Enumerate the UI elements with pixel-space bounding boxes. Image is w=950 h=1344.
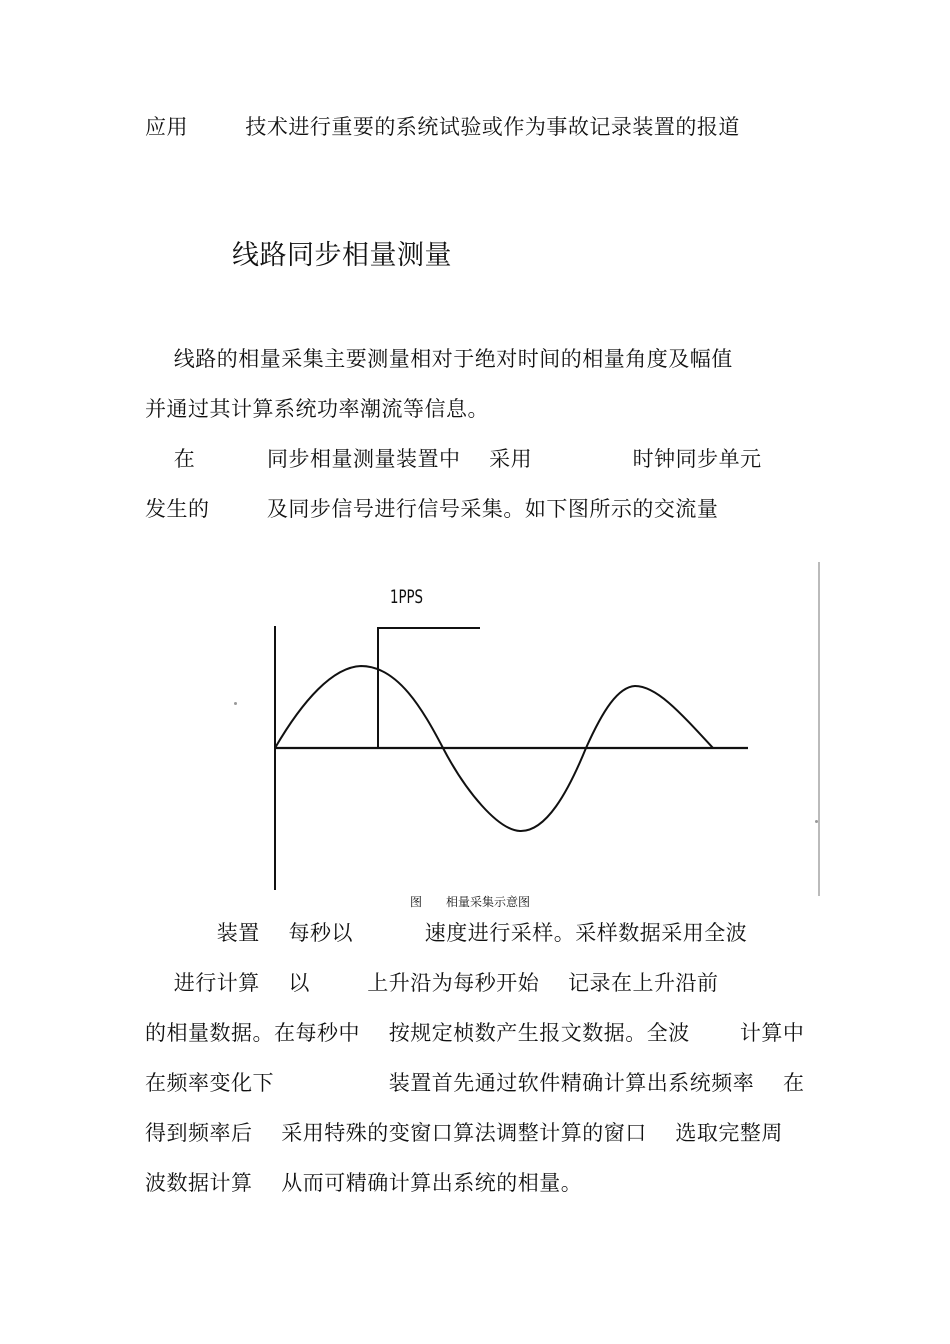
paragraph-3-line-5: 得到频率后 采用特殊的变窗口算法调整计算的窗口 选取完整周 — [145, 1121, 783, 1145]
paragraph-2-line-2: 发生的 及同步信号进行信号采集。如下图所示的交流量 — [145, 497, 719, 521]
caption-text: 相量采集示意图 — [446, 895, 531, 909]
caption-prefix: 图 — [410, 895, 423, 909]
paragraph-1-line-1: 线路的相量采集主要测量相对于绝对时间的相量角度及幅值 — [145, 347, 733, 371]
scan-speck — [815, 820, 818, 823]
paragraph-2-line-1: 在 同步相量测量装置中 采用 时钟同步单元 — [145, 447, 762, 471]
phasor-sampling-figure — [258, 560, 828, 900]
paragraph-3-line-3: 的相量数据。在每秒中 按规定桢数产生报文数据。全波 计算中 — [145, 1021, 805, 1045]
paragraph-3-line-1: 装置 每秒以 速度进行采样。采样数据采用全波 — [145, 921, 748, 945]
paragraph-3-line-2: 进行计算 以 上升沿为每秒开始 记录在上升沿前 — [145, 971, 719, 995]
pps-label: 1PPS — [390, 586, 424, 608]
paragraph-1-line-2: 并通过其计算系统功率潮流等信息。 — [145, 397, 489, 421]
paragraph-3-line-4: 在频率变化下 装置首先通过软件精确计算出系统频率 在 — [145, 1071, 805, 1095]
paragraph-3-line-6: 波数据计算 从而可精确计算出系统的相量。 — [145, 1171, 583, 1195]
scan-speck — [234, 702, 237, 705]
intro-line: 应用 技术进行重要的系统试验或作为事故记录装置的报道 — [145, 115, 740, 139]
pps-pulse — [378, 628, 480, 748]
section-heading: 线路同步相量测量 — [232, 240, 452, 271]
waveform-diagram — [258, 560, 828, 900]
